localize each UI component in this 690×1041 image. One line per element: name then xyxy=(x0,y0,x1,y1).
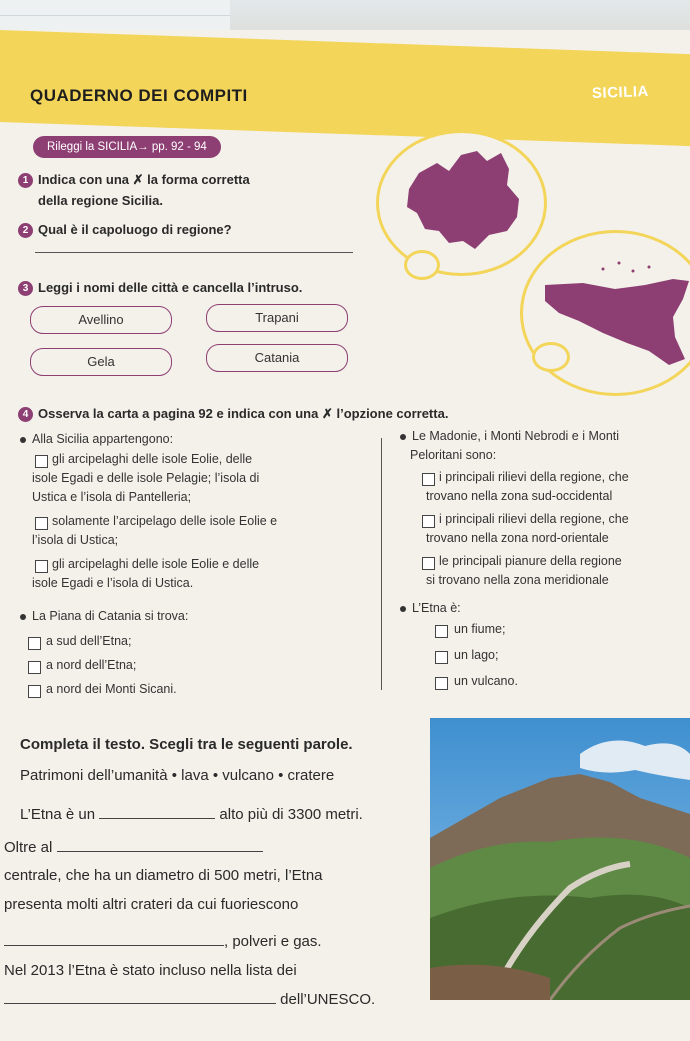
question-2 xyxy=(18,222,232,238)
checkbox[interactable] xyxy=(35,517,48,530)
option-group-question: Peloritani sono: xyxy=(410,448,497,462)
checkbox[interactable] xyxy=(28,637,41,650)
question-4-text: Osserva la carta a pagina 92 e indica con una ✗ l’opzione corretta. xyxy=(38,406,449,421)
question-number: 2 xyxy=(18,223,33,238)
option-group-question: L’Etna è: xyxy=(412,601,461,615)
option-text: a nord dell’Etna; xyxy=(46,658,137,672)
option-text: gli arcipelaghi delle isole Eolie e delle xyxy=(52,557,260,571)
column-divider xyxy=(381,438,382,690)
option-text: i principali rilievi della regione, che xyxy=(439,470,629,484)
option-text: un lago; xyxy=(454,648,499,662)
option-text: un vulcano. xyxy=(454,674,518,688)
question-number: 3 xyxy=(18,281,33,296)
city-catania[interactable]: Catania xyxy=(206,344,348,372)
option-text: solamente l’arcipelago delle isole Eolie e xyxy=(52,514,278,528)
question-3 xyxy=(18,280,302,296)
checkbox[interactable] xyxy=(422,557,435,570)
text-segment: alto più di 3300 metri. xyxy=(219,806,363,823)
blank-2[interactable] xyxy=(57,851,263,852)
answer-line[interactable] xyxy=(35,252,353,253)
text-segment: , polveri e gas. xyxy=(224,933,322,950)
option-text: un fiume; xyxy=(454,622,506,636)
volcano-illustration xyxy=(430,718,690,1000)
page-title: QUADERNO DEI COMPITI xyxy=(30,86,248,105)
option-group-question: La Piana di Catania si trova: xyxy=(32,609,189,623)
text-line-5 xyxy=(4,932,322,952)
option-text: a nord dei Monti Sicani. xyxy=(46,682,177,696)
city-trapani[interactable]: Trapani xyxy=(206,304,348,332)
option-text: trovano nella zona nord-orientale xyxy=(426,531,609,545)
checkbox-circle[interactable] xyxy=(404,250,440,280)
option-text: a sud dell’Etna; xyxy=(46,634,132,648)
checkbox[interactable] xyxy=(35,455,48,468)
text-line-1 xyxy=(20,805,363,825)
blank-1[interactable] xyxy=(99,818,215,819)
text-line-7 xyxy=(4,990,375,1010)
text-line-2 xyxy=(4,838,263,858)
checkbox[interactable] xyxy=(435,625,448,638)
text-segment: L’Etna è un xyxy=(20,806,96,823)
question-4 xyxy=(18,406,448,422)
etna-photo xyxy=(430,718,690,1000)
option-group-question: Le Madonie, i Monti Nebrodi e i Monti xyxy=(412,429,620,443)
reading-reference: Rileggi la SICILIA→ pp. 92 - 94 xyxy=(33,136,221,158)
bullet xyxy=(20,437,26,443)
region-tag: SICILIA xyxy=(591,83,650,102)
checkbox[interactable] xyxy=(422,515,435,528)
question-2-text: Qual è il capoluogo di regione? xyxy=(38,222,232,237)
blank-4[interactable] xyxy=(4,1003,276,1004)
option-group-question: Alla Sicilia appartengono: xyxy=(32,432,174,446)
option-text: trovano nella zona sud-occidental xyxy=(426,489,613,503)
question-number: 1 xyxy=(18,173,33,188)
exercise-5-title: Completa il testo. Scegli tra le seguenti parole. xyxy=(20,736,353,753)
checkbox[interactable] xyxy=(435,651,448,664)
option-text: isole Egadi e delle isole Pelagie; l’isola di xyxy=(32,471,260,485)
question-1-line1: Indica con una ✗ la forma corretta xyxy=(38,172,250,187)
bullet xyxy=(400,434,406,440)
option-text: isole Egadi e l’isola di Ustica. xyxy=(32,576,194,590)
map-option-lombardia xyxy=(376,130,547,276)
checkbox[interactable] xyxy=(422,473,435,486)
bullet xyxy=(400,606,406,612)
option-text: gli arcipelaghi delle isole Eolie, delle xyxy=(52,452,253,466)
text-segment: dell’UNESCO. xyxy=(280,991,376,1008)
text-segment: Oltre al xyxy=(4,839,53,856)
checkbox[interactable] xyxy=(28,661,41,674)
city-avellino[interactable]: Avellino xyxy=(30,306,172,334)
blank-3[interactable] xyxy=(4,945,224,946)
checkbox[interactable] xyxy=(35,560,48,573)
word-bank: Patrimoni dell’umanità • lava • vulcano • cratere xyxy=(20,767,335,784)
checkbox-circle[interactable] xyxy=(532,342,570,372)
question-number: 4 xyxy=(18,407,33,422)
option-text: i principali rilievi della regione, che xyxy=(439,512,629,526)
checkbox[interactable] xyxy=(435,677,448,690)
option-text: l’isola di Ustica; xyxy=(32,533,119,547)
option-text: le principali pianure della regione xyxy=(439,554,622,568)
checkbox[interactable] xyxy=(28,685,41,698)
region-shape xyxy=(379,133,544,273)
bullet xyxy=(20,614,26,620)
city-gela[interactable]: Gela xyxy=(30,348,172,376)
option-text: si trovano nella zona meridionale xyxy=(426,573,609,587)
text-line-3: centrale, che ha un diametro di 500 metri, l’Etna xyxy=(4,867,323,884)
question-1-line2: della regione Sicilia. xyxy=(38,193,163,208)
question-3-text: Leggi i nomi delle città e cancella l’intruso. xyxy=(38,280,303,295)
text-line-4: presenta molti altri crateri da cui fuoriescono xyxy=(4,896,299,913)
text-line-6: Nel 2013 l’Etna è stato incluso nella lista dei xyxy=(4,962,297,979)
option-text: Ustica e l’isola di Pantelleria; xyxy=(32,490,192,504)
question-1 xyxy=(18,172,250,188)
